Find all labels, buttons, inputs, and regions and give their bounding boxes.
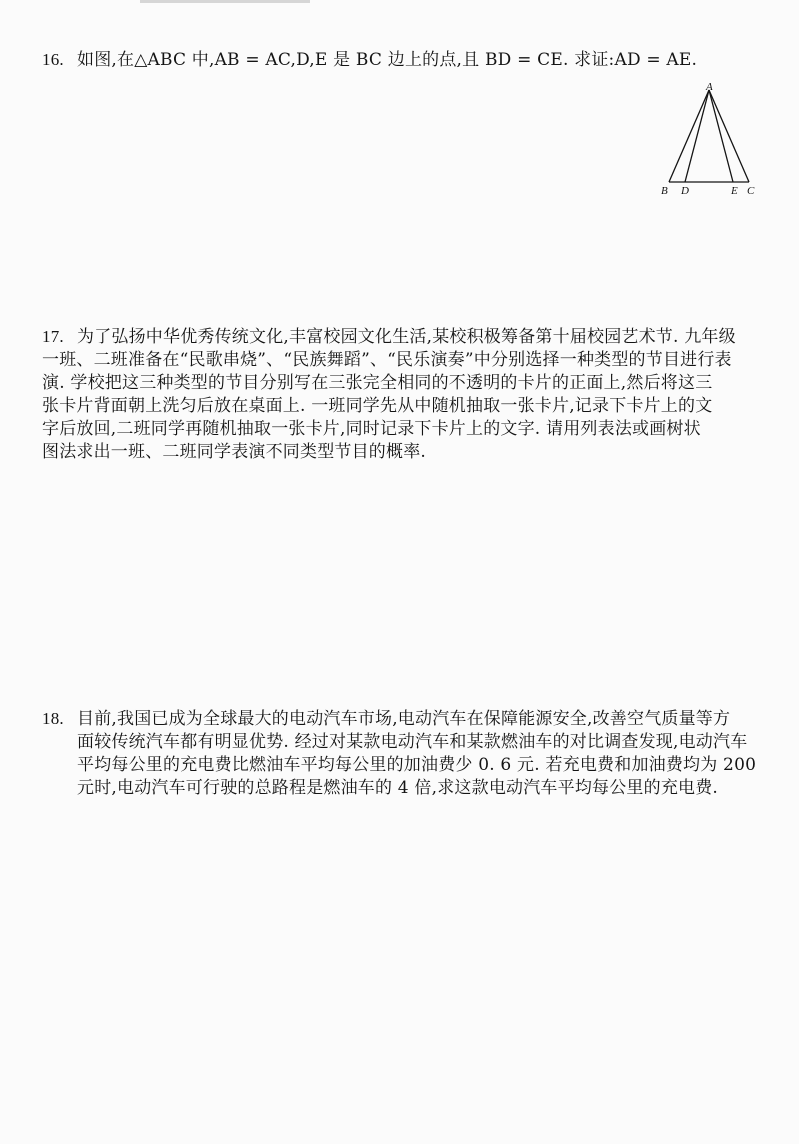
problem-17-line-5: 字后放回,二班同学再随机抽取一张卡片,同时记录下卡片上的文字. 请用列表法或画树状 xyxy=(42,419,701,439)
problem-16-number: 16. xyxy=(42,50,64,69)
problem-18-number: 18. xyxy=(42,709,64,728)
problem-16-line-1 xyxy=(42,48,752,72)
triangle-diagram xyxy=(652,80,772,200)
problem-16 xyxy=(42,48,752,72)
problem-17-line-1 xyxy=(42,325,752,349)
problem-18-line-2: 面较传统汽车都有明显优势. 经过对某款电动汽车和某款燃油车的对比调查发现,电动汽车 xyxy=(77,732,748,752)
problem-16-text: 如图,在△ABC 中,AB = AC,D,E 是 BC 边上的点,且 BD = CE. 求证:AD = AE. xyxy=(77,50,698,70)
problem-17-number: 17. xyxy=(42,327,64,346)
label-d: D xyxy=(681,185,689,197)
problem-17 xyxy=(42,325,752,464)
problem-17-line-4: 张卡片背面朝上洗匀后放在桌面上. 一班同学先从中随机抽取一张卡片,记录下卡片上的文 xyxy=(42,396,713,416)
problem-18-line-4: 元时,电动汽车可行驶的总路程是燃油车的 4 倍,求这款电动汽车平均每公里的充电费. xyxy=(77,778,719,798)
label-a: A xyxy=(706,81,713,93)
problem-17-line-6: 图法求出一班、二班同学表演不同类型节目的概率. xyxy=(42,442,427,462)
label-e: E xyxy=(731,185,738,197)
problem-18 xyxy=(42,707,757,800)
scan-artifact xyxy=(140,0,310,3)
label-c: C xyxy=(747,185,755,197)
problem-17-line-2: 一班、二班准备在“民歌串烧”、“民族舞蹈”、“民乐演奏”中分别选择一种类型的节目进行表 xyxy=(42,350,732,370)
triangle-figure xyxy=(652,80,772,200)
problem-17-text: 为了弘扬中华优秀传统文化,丰富校园文化生活,某校积极筹备第十届校园艺术节. 九年级 xyxy=(77,327,736,347)
label-b: B xyxy=(661,185,668,197)
problem-17-line-3: 演. 学校把这三种类型的节目分别写在三张完全相同的不透明的卡片的正面上,然后将这三 xyxy=(42,373,713,393)
problem-18-text: 目前,我国已成为全球最大的电动汽车市场,电动汽车在保障能源安全,改善空气质量等方 xyxy=(77,709,731,729)
problem-18-line-3: 平均每公里的充电费比燃油车平均每公里的加油费少 0. 6 元. 若充电费和加油费均为 200 xyxy=(77,755,757,775)
problem-18-line-1 xyxy=(42,707,752,731)
